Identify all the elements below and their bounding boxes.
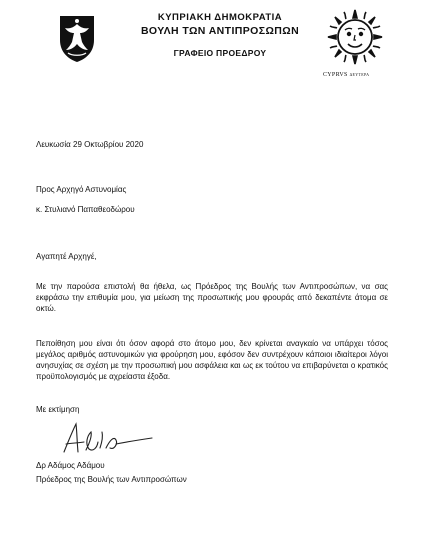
letter-greeting: Αγαπητέ Αρχηγέ, — [36, 252, 97, 261]
letterhead-parliament: ΒΟΥΛΗ ΤΩΝ ΑΝΤΙΠΡΟΣΩΠΩΝ — [140, 25, 300, 37]
letter-paragraph-1: Με την παρούσα επιστολή θα ήθελα, ως Πρόεδρος της Βουλής των Αντιπροσώπων, να σας εκφράσω την επιθυμία μου, για μείωση της προσωπικής μου φρουράς από δεκαπέντε άτομα σε οκτώ. — [36, 282, 388, 313]
recipient-title: Προς Αρχηγό Αστυνομίας — [36, 185, 127, 194]
cyprus-logo-sub: ΔΕΥΤΕΡΑ — [349, 72, 370, 77]
letterhead-republic: ΚΥΠΡΙΑΚΗ ΔΗΜΟΚΡΑΤΙΑ — [157, 12, 283, 23]
cyprus-emblem-icon — [56, 12, 98, 64]
signer-title: Πρόεδρος της Βουλής των Αντιπροσώπων — [36, 475, 187, 484]
recipient-name: κ. Στυλιανό Παπαθεοδώρου — [36, 205, 135, 214]
letter-date: Λευκωσία 29 Οκτωβρίου 2020 — [36, 140, 144, 149]
sun-face-icon — [326, 8, 384, 66]
signer-name: Δρ Αδάμος Αδάμου — [36, 461, 105, 470]
letterhead — [120, 12, 320, 59]
cyprus-logo-text — [323, 72, 395, 78]
cyprus-logo-name: CYPRVS — [323, 72, 348, 78]
letterhead-office: ΓΡΑΦΕΙΟ ΠΡΟΕΔΡΟΥ — [173, 48, 267, 58]
letter-paragraph-2: Πεποίθηση μου είναι ότι όσον αφορά στο άτομο μου, δεν κρίνεται αναγκαίο να υπάρχει τόσος μεγάλος αριθμός αστυνομικών για φρούρηση μου, εφόσον δεν συντρέχουν κάποιοι ιδιαίτεροι λόγοι ανησυχίας σε σχέση με την προσωπική μου ασφάλεια και ως εκ τούτου να επιβαρύνεται ο κρατικός προϋπολογισμός με αχρείαστα έξοδα. — [36, 339, 388, 381]
letter-closing: Με εκτίμηση — [36, 405, 80, 414]
handwritten-signature — [56, 418, 156, 460]
